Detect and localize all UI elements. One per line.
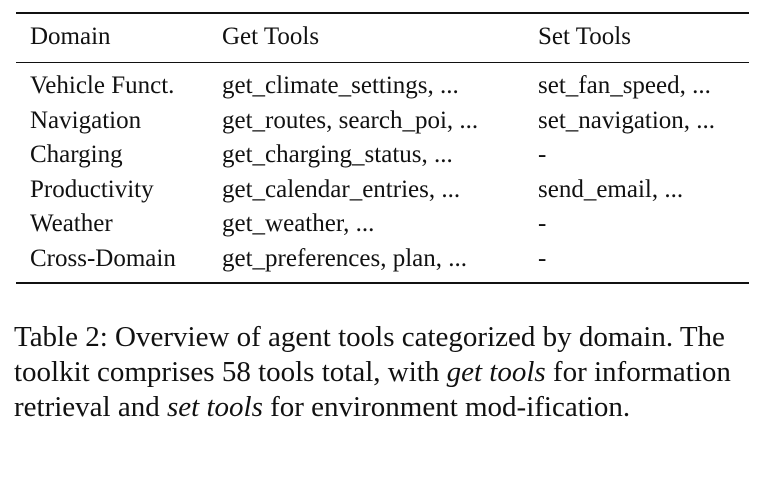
row-domain: Charging — [30, 141, 123, 168]
row-get-tools: get_routes, search_poi, ... — [222, 107, 479, 134]
row-domain: Cross-Domain — [30, 245, 176, 272]
table-header-rule — [16, 62, 749, 63]
row-get-tools: get_calendar_entries, ... — [222, 176, 461, 203]
header-set-tools: Set Tools — [538, 23, 631, 50]
header-domain: Domain — [30, 23, 111, 50]
caption-text: Table 2: Overview of agent tools categorized by domain. The toolkit comprises 58 tools total, with — [14, 321, 725, 388]
row-set-tools: - — [538, 141, 547, 168]
row-get-tools: get_charging_status, ... — [222, 141, 453, 168]
row-get-tools: get_weather, ... — [222, 210, 375, 237]
table-caption — [14, 320, 764, 425]
row-domain: Weather — [30, 210, 113, 237]
caption-emphasis-get-tools: get tools — [446, 356, 546, 388]
table-bottom-rule — [16, 282, 749, 284]
table-top-rule — [16, 12, 749, 14]
row-set-tools: - — [538, 245, 547, 272]
caption-text: for environment mod-ification. — [262, 391, 631, 423]
row-set-tools: - — [538, 210, 547, 237]
row-get-tools: get_climate_settings, ... — [222, 72, 459, 99]
row-set-tools: set_fan_speed, ... — [538, 72, 711, 99]
row-domain: Productivity — [30, 176, 154, 203]
row-set-tools: send_email, ... — [538, 176, 684, 203]
header-get-tools: Get Tools — [222, 23, 320, 50]
caption-text: for information retrieval and — [14, 356, 731, 423]
row-domain: Vehicle Funct. — [30, 72, 175, 99]
row-get-tools: get_preferences, plan, ... — [222, 245, 468, 272]
row-domain: Navigation — [30, 107, 142, 134]
caption-emphasis-set-tools: set tools — [166, 391, 263, 423]
row-set-tools: set_navigation, ... — [538, 107, 716, 134]
